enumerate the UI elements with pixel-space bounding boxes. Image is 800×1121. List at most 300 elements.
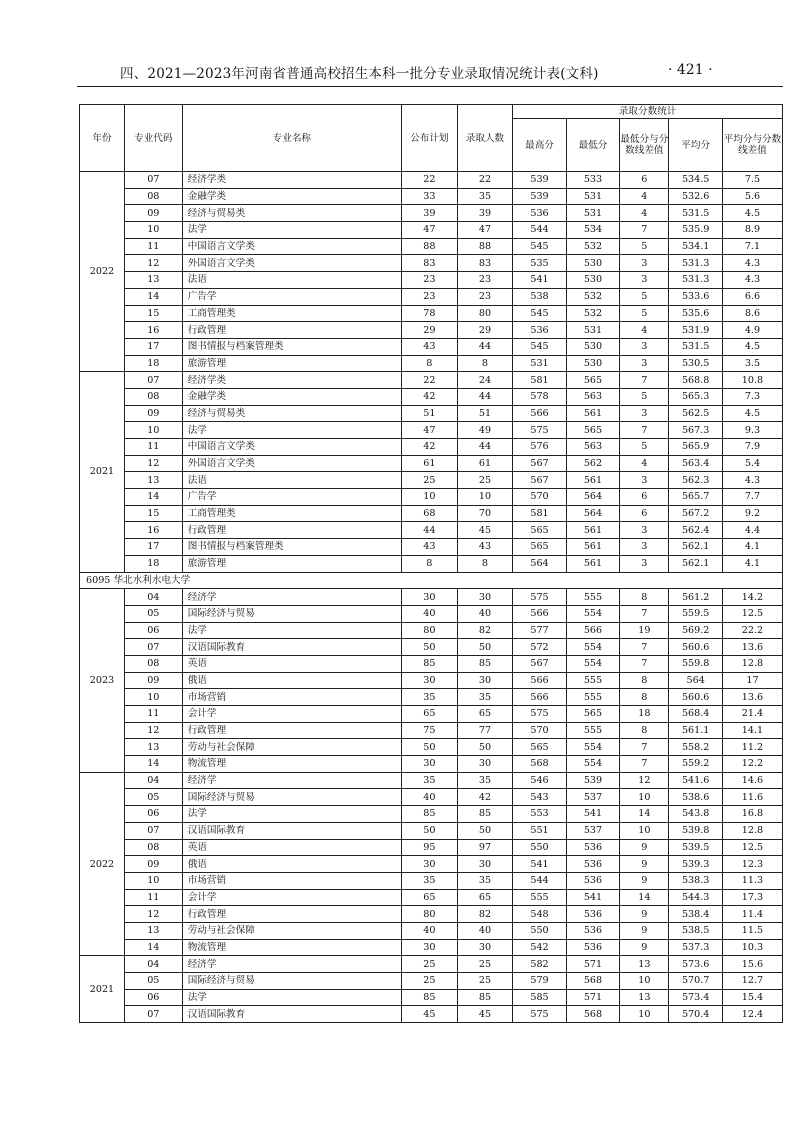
avg-cell: 565.9	[669, 439, 722, 456]
code-cell: 04	[124, 956, 182, 973]
avg-diff-cell: 4.4	[722, 522, 782, 539]
max-cell: 565	[513, 739, 566, 756]
plan-cell: 88	[402, 238, 458, 255]
min-diff-cell: 3	[620, 405, 669, 422]
min-diff-cell: 7	[620, 222, 669, 239]
min-cell: 555	[566, 672, 619, 689]
table-row	[80, 605, 783, 622]
name-cell: 英语	[182, 839, 401, 856]
avg-cell: 559.5	[669, 605, 722, 622]
admitted-cell: 45	[457, 1006, 513, 1023]
code-cell: 12	[124, 722, 182, 739]
min-diff-cell: 3	[620, 555, 669, 572]
max-cell: 577	[513, 622, 566, 639]
max-cell: 541	[513, 856, 566, 873]
name-cell: 经济学	[182, 589, 401, 606]
min-cell: 536	[566, 856, 619, 873]
plan-cell: 80	[402, 622, 458, 639]
avg-cell: 568.4	[669, 706, 722, 723]
min-cell: 571	[566, 956, 619, 973]
avg-diff-cell: 12.5	[722, 605, 782, 622]
avg-diff-cell: 7.5	[722, 172, 782, 189]
code-cell: 15	[124, 305, 182, 322]
avg-diff-cell: 7.7	[722, 489, 782, 506]
min-diff-cell: 7	[620, 422, 669, 439]
avg-diff-cell: 4.5	[722, 405, 782, 422]
plan-cell: 42	[402, 439, 458, 456]
min-cell: 568	[566, 1006, 619, 1023]
min-cell: 555	[566, 722, 619, 739]
avg-diff-cell: 14.1	[722, 722, 782, 739]
max-cell: 568	[513, 756, 566, 773]
code-cell: 07	[124, 639, 182, 656]
code-cell: 08	[124, 655, 182, 672]
avg-cell: 534.5	[669, 172, 722, 189]
avg-diff-cell: 4.1	[722, 539, 782, 556]
min-diff-cell: 3	[620, 272, 669, 289]
plan-cell: 95	[402, 839, 458, 856]
table-row	[80, 238, 783, 255]
plan-cell: 10	[402, 489, 458, 506]
table-row	[80, 956, 783, 973]
admitted-cell: 8	[457, 355, 513, 372]
avg-cell: 570.4	[669, 1006, 722, 1023]
avg-cell: 562.1	[669, 555, 722, 572]
min-cell: 532	[566, 305, 619, 322]
plan-cell: 8	[402, 355, 458, 372]
avg-cell: 531.3	[669, 272, 722, 289]
min-cell: 564	[566, 489, 619, 506]
name-cell: 俄语	[182, 672, 401, 689]
admitted-cell: 30	[457, 939, 513, 956]
name-cell: 广告学	[182, 489, 401, 506]
admitted-cell: 44	[457, 338, 513, 355]
year-cell: 2023	[80, 589, 125, 773]
min-diff-cell: 5	[620, 388, 669, 405]
table-row	[80, 322, 783, 339]
max-cell: 575	[513, 1006, 566, 1023]
avg-diff-cell: 16.8	[722, 806, 782, 823]
avg-diff-cell: 12.2	[722, 756, 782, 773]
max-cell: 567	[513, 455, 566, 472]
name-cell: 金融学类	[182, 388, 401, 405]
code-cell: 14	[124, 288, 182, 305]
avg-cell: 568.8	[669, 372, 722, 389]
avg-diff-cell: 11.6	[722, 789, 782, 806]
avg-diff-cell: 13.6	[722, 639, 782, 656]
min-diff-cell: 3	[620, 338, 669, 355]
name-cell: 会计学	[182, 889, 401, 906]
max-cell: 585	[513, 989, 566, 1006]
admitted-cell: 35	[457, 689, 513, 706]
min-cell: 539	[566, 772, 619, 789]
year-cell: 2021	[80, 372, 125, 572]
table-row	[80, 789, 783, 806]
code-cell: 12	[124, 455, 182, 472]
admitted-cell: 43	[457, 539, 513, 556]
min-cell: 561	[566, 405, 619, 422]
min-diff-cell: 10	[620, 1006, 669, 1023]
admitted-cell: 30	[457, 589, 513, 606]
code-cell: 10	[124, 689, 182, 706]
avg-diff-cell: 7.3	[722, 388, 782, 405]
avg-diff-cell: 4.5	[722, 205, 782, 222]
name-cell: 经济学	[182, 772, 401, 789]
table-row	[80, 355, 783, 372]
admitted-cell: 85	[457, 655, 513, 672]
table-row	[80, 539, 783, 556]
plan-cell: 75	[402, 722, 458, 739]
min-diff-cell: 18	[620, 706, 669, 723]
code-cell: 16	[124, 322, 182, 339]
min-diff-cell: 9	[620, 872, 669, 889]
admitted-cell: 23	[457, 288, 513, 305]
table-row	[80, 439, 783, 456]
admitted-cell: 88	[457, 238, 513, 255]
min-cell: 554	[566, 605, 619, 622]
plan-cell: 43	[402, 338, 458, 355]
avg-cell: 538.4	[669, 906, 722, 923]
plan-cell: 85	[402, 806, 458, 823]
min-diff-cell: 4	[620, 205, 669, 222]
table-row	[80, 255, 783, 272]
min-cell: 561	[566, 555, 619, 572]
plan-cell: 42	[402, 388, 458, 405]
avg-cell: 558.2	[669, 739, 722, 756]
min-cell: 533	[566, 172, 619, 189]
avg-cell: 539.3	[669, 856, 722, 873]
code-cell: 06	[124, 806, 182, 823]
avg-cell: 531.5	[669, 338, 722, 355]
min-diff-cell: 13	[620, 956, 669, 973]
admitted-cell: 65	[457, 889, 513, 906]
name-cell: 经济与贸易类	[182, 205, 401, 222]
page-number: · 421 ·	[668, 62, 713, 78]
min-cell: 531	[566, 188, 619, 205]
plan-cell: 25	[402, 973, 458, 990]
code-cell: 12	[124, 906, 182, 923]
avg-cell: 573.6	[669, 956, 722, 973]
plan-cell: 35	[402, 872, 458, 889]
avg-cell: 564	[669, 672, 722, 689]
avg-cell: 535.9	[669, 222, 722, 239]
max-cell: 555	[513, 889, 566, 906]
avg-cell: 534.1	[669, 238, 722, 255]
plan-cell: 80	[402, 906, 458, 923]
max-cell: 545	[513, 238, 566, 255]
avg-cell: 565.3	[669, 388, 722, 405]
code-cell: 09	[124, 205, 182, 222]
code-cell: 17	[124, 539, 182, 556]
min-diff-cell: 8	[620, 589, 669, 606]
plan-cell: 30	[402, 756, 458, 773]
min-diff-cell: 9	[620, 906, 669, 923]
table-row	[80, 422, 783, 439]
avg-diff-cell: 12.5	[722, 839, 782, 856]
table-row	[80, 388, 783, 405]
avg-cell: 562.4	[669, 522, 722, 539]
min-diff-cell: 14	[620, 806, 669, 823]
avg-diff-cell: 8.9	[722, 222, 782, 239]
max-cell: 545	[513, 305, 566, 322]
name-cell: 国际经济与贸易	[182, 973, 401, 990]
col-group-score-stats: 录取分数统计	[513, 105, 783, 119]
name-cell: 汉语国际教育	[182, 639, 401, 656]
min-diff-cell: 4	[620, 188, 669, 205]
max-cell: 570	[513, 722, 566, 739]
name-cell: 外国语言文学类	[182, 455, 401, 472]
table-row	[80, 305, 783, 322]
admitted-cell: 77	[457, 722, 513, 739]
avg-cell: 541.6	[669, 772, 722, 789]
table-row	[80, 639, 783, 656]
name-cell: 法学	[182, 806, 401, 823]
max-cell: 575	[513, 706, 566, 723]
min-diff-cell: 3	[620, 539, 669, 556]
max-cell: 539	[513, 188, 566, 205]
avg-cell: 563.4	[669, 455, 722, 472]
avg-cell: 538.5	[669, 922, 722, 939]
table-row	[80, 622, 783, 639]
admitted-cell: 30	[457, 856, 513, 873]
max-cell: 581	[513, 372, 566, 389]
max-cell: 566	[513, 689, 566, 706]
max-cell: 551	[513, 822, 566, 839]
code-cell: 14	[124, 939, 182, 956]
admitted-cell: 65	[457, 706, 513, 723]
admitted-cell: 35	[457, 188, 513, 205]
avg-cell: 562.3	[669, 472, 722, 489]
plan-cell: 25	[402, 956, 458, 973]
code-cell: 04	[124, 772, 182, 789]
code-cell: 08	[124, 388, 182, 405]
min-cell: 531	[566, 322, 619, 339]
name-cell: 行政管理	[182, 522, 401, 539]
min-diff-cell: 7	[620, 655, 669, 672]
admitted-cell: 29	[457, 322, 513, 339]
code-cell: 11	[124, 889, 182, 906]
table-row	[80, 272, 783, 289]
avg-diff-cell: 9.2	[722, 505, 782, 522]
name-cell: 劳动与社会保障	[182, 922, 401, 939]
name-cell: 法学	[182, 989, 401, 1006]
avg-diff-cell: 21.4	[722, 706, 782, 723]
admitted-cell: 25	[457, 472, 513, 489]
avg-diff-cell: 10.8	[722, 372, 782, 389]
code-cell: 09	[124, 405, 182, 422]
min-diff-cell: 8	[620, 689, 669, 706]
max-cell: 545	[513, 338, 566, 355]
avg-diff-cell: 8.6	[722, 305, 782, 322]
max-cell: 582	[513, 956, 566, 973]
name-cell: 汉语国际教育	[182, 1006, 401, 1023]
min-cell: 571	[566, 989, 619, 1006]
col-year: 年份	[80, 105, 125, 172]
min-cell: 555	[566, 689, 619, 706]
table-row	[80, 589, 783, 606]
min-cell: 555	[566, 589, 619, 606]
max-cell: 538	[513, 288, 566, 305]
avg-cell: 559.8	[669, 655, 722, 672]
name-cell: 劳动与社会保障	[182, 739, 401, 756]
admitted-cell: 35	[457, 872, 513, 889]
avg-diff-cell: 10.3	[722, 939, 782, 956]
min-cell: 531	[566, 205, 619, 222]
avg-cell: 559.2	[669, 756, 722, 773]
col-code: 专业代码	[124, 105, 182, 172]
admitted-cell: 22	[457, 172, 513, 189]
avg-cell: 531.9	[669, 322, 722, 339]
min-cell: 536	[566, 922, 619, 939]
avg-diff-cell: 3.5	[722, 355, 782, 372]
name-cell: 俄语	[182, 856, 401, 873]
plan-cell: 47	[402, 422, 458, 439]
plan-cell: 22	[402, 372, 458, 389]
min-cell: 561	[566, 472, 619, 489]
code-cell: 10	[124, 422, 182, 439]
table-row	[80, 756, 783, 773]
avg-cell: 538.6	[669, 789, 722, 806]
min-diff-cell: 9	[620, 922, 669, 939]
table-row	[80, 505, 783, 522]
plan-cell: 78	[402, 305, 458, 322]
code-cell: 05	[124, 605, 182, 622]
max-cell: 543	[513, 789, 566, 806]
max-cell: 575	[513, 422, 566, 439]
admitted-cell: 44	[457, 388, 513, 405]
admitted-cell: 61	[457, 455, 513, 472]
min-cell: 564	[566, 505, 619, 522]
min-diff-cell: 4	[620, 455, 669, 472]
avg-diff-cell: 9.3	[722, 422, 782, 439]
admitted-cell: 80	[457, 305, 513, 322]
code-cell: 04	[124, 589, 182, 606]
code-cell: 11	[124, 439, 182, 456]
min-diff-cell: 3	[620, 472, 669, 489]
plan-cell: 25	[402, 472, 458, 489]
min-diff-cell: 7	[620, 739, 669, 756]
code-cell: 18	[124, 555, 182, 572]
max-cell: 579	[513, 973, 566, 990]
avg-cell: 538.3	[669, 872, 722, 889]
code-cell: 14	[124, 756, 182, 773]
avg-cell: 567.3	[669, 422, 722, 439]
table-row	[80, 973, 783, 990]
min-diff-cell: 6	[620, 505, 669, 522]
min-cell: 534	[566, 222, 619, 239]
plan-cell: 29	[402, 322, 458, 339]
name-cell: 工商管理类	[182, 305, 401, 322]
avg-cell: 573.4	[669, 989, 722, 1006]
col-avg: 平均分	[669, 119, 722, 172]
plan-cell: 83	[402, 255, 458, 272]
min-diff-cell: 3	[620, 522, 669, 539]
max-cell: 544	[513, 872, 566, 889]
min-cell: 537	[566, 789, 619, 806]
table-row	[80, 655, 783, 672]
min-diff-cell: 10	[620, 973, 669, 990]
name-cell: 旅游管理	[182, 355, 401, 372]
name-cell: 中国语言文学类	[182, 238, 401, 255]
code-cell: 18	[124, 355, 182, 372]
school-row	[80, 572, 783, 589]
name-cell: 市场营销	[182, 689, 401, 706]
avg-diff-cell: 12.4	[722, 1006, 782, 1023]
name-cell: 金融学类	[182, 188, 401, 205]
avg-cell: 562.1	[669, 539, 722, 556]
plan-cell: 33	[402, 188, 458, 205]
admitted-cell: 70	[457, 505, 513, 522]
avg-diff-cell: 11.3	[722, 872, 782, 889]
max-cell: 564	[513, 555, 566, 572]
table-row	[80, 672, 783, 689]
code-cell: 06	[124, 989, 182, 1006]
plan-cell: 30	[402, 672, 458, 689]
page-header: 四、2021—2023年河南省普通高校招生本科一批分专业录取情况统计表(文科)	[120, 66, 599, 82]
min-cell: 565	[566, 372, 619, 389]
plan-cell: 35	[402, 772, 458, 789]
max-cell: 578	[513, 388, 566, 405]
min-diff-cell: 7	[620, 605, 669, 622]
name-cell: 会计学	[182, 706, 401, 723]
min-cell: 536	[566, 839, 619, 856]
avg-diff-cell: 11.2	[722, 739, 782, 756]
min-cell: 530	[566, 272, 619, 289]
col-min-diff: 最低分与分数线差值	[620, 119, 669, 172]
col-avg-diff: 平均分与分数线差值	[722, 119, 782, 172]
plan-cell: 85	[402, 989, 458, 1006]
min-diff-cell: 10	[620, 822, 669, 839]
min-diff-cell: 7	[620, 639, 669, 656]
min-cell: 554	[566, 655, 619, 672]
admitted-cell: 25	[457, 973, 513, 990]
col-min: 最低分	[566, 119, 619, 172]
admitted-cell: 40	[457, 605, 513, 622]
avg-cell: 537.3	[669, 939, 722, 956]
avg-diff-cell: 11.5	[722, 922, 782, 939]
min-diff-cell: 9	[620, 939, 669, 956]
max-cell: 536	[513, 205, 566, 222]
avg-cell: 560.6	[669, 639, 722, 656]
plan-cell: 50	[402, 739, 458, 756]
min-diff-cell: 13	[620, 989, 669, 1006]
name-cell: 图书情报与档案管理类	[182, 539, 401, 556]
max-cell: 570	[513, 489, 566, 506]
min-cell: 536	[566, 872, 619, 889]
name-cell: 国际经济与贸易	[182, 789, 401, 806]
code-cell: 13	[124, 739, 182, 756]
avg-diff-cell: 4.3	[722, 472, 782, 489]
table-row	[80, 1006, 783, 1023]
admitted-cell: 50	[457, 639, 513, 656]
plan-cell: 39	[402, 205, 458, 222]
min-cell: 565	[566, 706, 619, 723]
plan-cell: 40	[402, 605, 458, 622]
table-row	[80, 405, 783, 422]
min-cell: 554	[566, 639, 619, 656]
min-cell: 554	[566, 756, 619, 773]
admitted-cell: 82	[457, 906, 513, 923]
admitted-cell: 85	[457, 806, 513, 823]
avg-cell: 532.6	[669, 188, 722, 205]
name-cell: 法语	[182, 472, 401, 489]
name-cell: 行政管理	[182, 906, 401, 923]
max-cell: 567	[513, 655, 566, 672]
avg-diff-cell: 5.4	[722, 455, 782, 472]
avg-cell: 544.3	[669, 889, 722, 906]
name-cell: 汉语国际教育	[182, 822, 401, 839]
table-row	[80, 906, 783, 923]
